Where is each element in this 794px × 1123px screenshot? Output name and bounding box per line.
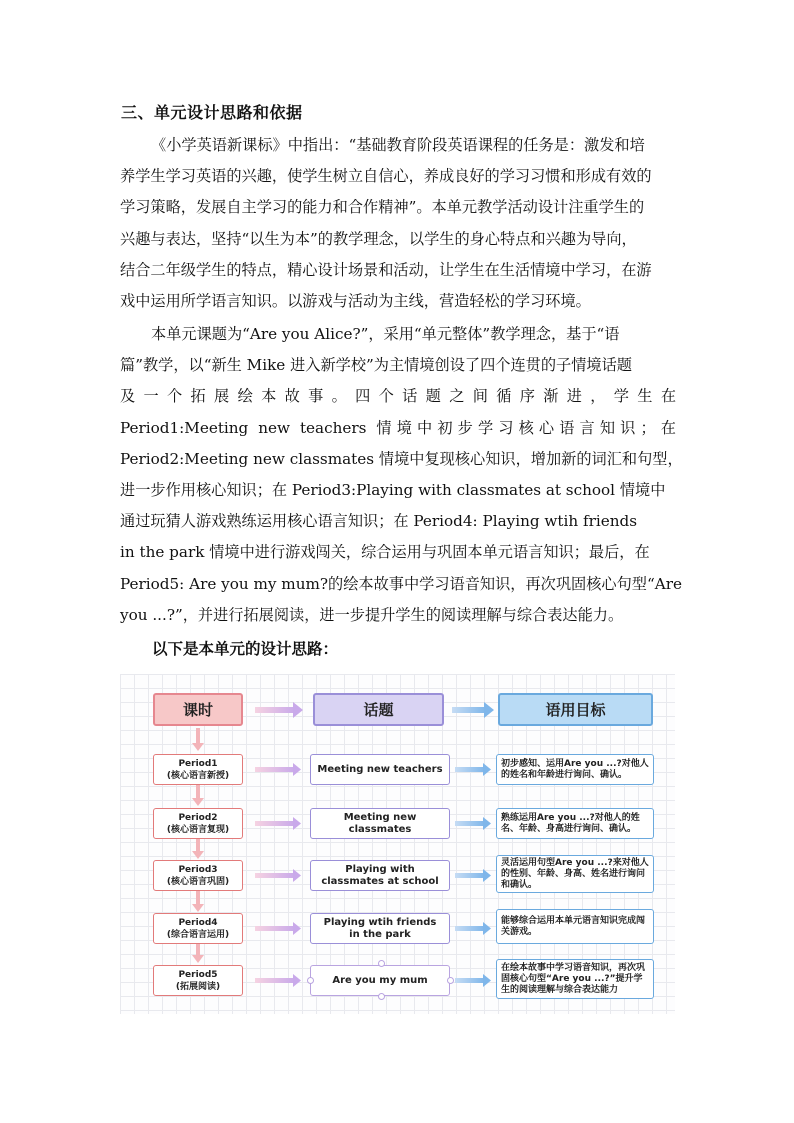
goal-box-5: 在绘本故事中学习语音知识，再次巩固核心句型“Are you ...?”提升学生的阅读理解与综合表达能力 bbox=[496, 959, 654, 999]
period-label: Period3 bbox=[178, 864, 218, 875]
goal-box-1: 初步感知、运用Are you ...?对他人的姓名和年龄进行询问、确认。 bbox=[496, 754, 654, 785]
topic-box-1: Meeting new teachers bbox=[310, 754, 450, 785]
text-line: 养学生学习英语的兴趣，使学生树立自信心，养成良好的学习习惯和形成有效的 bbox=[120, 167, 652, 186]
text-line: 本单元课题为“Are you Alice?”，采用“单元整体”教学理念，基于“语 bbox=[151, 325, 620, 343]
unit-design-diagram bbox=[120, 674, 675, 1014]
period-label: Period5 bbox=[178, 969, 218, 980]
text-line: 通过玩猜人游戏熟练运用核心语言知识；在 Period4: Playing wtih friends bbox=[120, 512, 637, 531]
period-type: (核心语言新授) bbox=[166, 770, 230, 781]
period-box-5 bbox=[153, 965, 243, 996]
text-line: 学习策略，发展自主学习的能力和合作精神”。本单元教学活动设计注重学生的 bbox=[120, 198, 645, 217]
text-line: in the park 情境中进行游戏闯关，综合运用与巩固本单元语言知识；最后，在 bbox=[120, 543, 650, 562]
diagram-intro: 以下是本单元的设计思路： bbox=[152, 640, 339, 658]
text-line: 及一个拓展绘本故事。四个话题之间循序渐进，学生在 bbox=[120, 387, 676, 406]
header-arrow-1 bbox=[255, 702, 303, 718]
topic-box-5: Are you my mum bbox=[310, 965, 450, 996]
text-line: you ...?”，并进行拓展阅读，进一步提升学生的阅读理解与综合表达能力。 bbox=[120, 605, 624, 624]
text-line: 篇”教学，以“新生 Mike 进入新学校”为主情境创设了四个连贯的子情境话题 bbox=[120, 356, 632, 375]
text-line: Period2:Meeting new classmates 情境中复现核心知识，增加新的词汇和句型， bbox=[120, 449, 683, 468]
text-line: 《小学英语新课标》中指出：“基础教育阶段英语课程的任务是：激发和培 bbox=[151, 136, 645, 154]
goal-box-4: 能够综合运用本单元语言知识完成闯关游戏。 bbox=[496, 909, 654, 944]
period-box-1 bbox=[153, 754, 243, 785]
period-type: (核心语言巩固) bbox=[166, 876, 230, 887]
period-type: (综合语言运用) bbox=[166, 929, 230, 940]
handle-dot bbox=[447, 977, 454, 984]
text-line: 进一步作用核心知识；在 Period3:Playing with classmates at school 情境中 bbox=[120, 481, 666, 500]
period-label: Period2 bbox=[178, 812, 218, 823]
period-label: Period4 bbox=[178, 917, 218, 928]
text-line: 结合二年级学生的特点，精心设计场景和活动，让学生在生活情境中学习，在游 bbox=[120, 260, 652, 279]
period-type: (拓展阅读) bbox=[175, 981, 221, 992]
period-type: (核心语言复现) bbox=[166, 824, 230, 835]
header-goal: 语用目标 bbox=[498, 693, 653, 726]
paragraph-unit-overview bbox=[120, 319, 683, 631]
goal-box-2: 熟练运用Are you ...?对他人的姓名、年龄、身高进行询问、确认。 bbox=[496, 808, 654, 839]
period-box-2 bbox=[153, 808, 243, 839]
handle-dot bbox=[378, 993, 385, 1000]
handle-dot bbox=[378, 960, 385, 967]
text-line: 戏中运用所学语言知识。以游戏与活动为主线，营造轻松的学习环境。 bbox=[120, 292, 591, 311]
text-line: Period5: Are you my mum?的绘本故事中学习语音知识，再次巩固核心句型“Are bbox=[120, 574, 682, 593]
header-period: 课时 bbox=[153, 693, 243, 726]
period-label: Period1 bbox=[178, 758, 218, 769]
paragraph-rationale bbox=[120, 130, 676, 317]
period-box-3 bbox=[153, 860, 243, 891]
topic-box-2: Meeting new classmates bbox=[310, 808, 450, 839]
text-line: 兴趣与表达，坚持“以生为本”的教学理念，以学生的身心特点和兴趣为导向， bbox=[120, 229, 637, 248]
topic-box-4: Playing wtih friends in the park bbox=[310, 913, 450, 944]
period-box-4 bbox=[153, 913, 243, 944]
handle-dot bbox=[307, 977, 314, 984]
goal-box-3: 灵活运用句型Are you ...?来对他人的性别、年龄、身高、姓名进行询问和确认。 bbox=[496, 855, 654, 893]
text-line: Period1:Meeting new teachers 情境中初步学习核心语言知识；在 bbox=[120, 418, 676, 437]
header-arrow-2 bbox=[452, 702, 494, 718]
topic-box-3: Playing with classmates at school bbox=[310, 860, 450, 891]
section-heading: 三、单元设计思路和依据 bbox=[121, 103, 303, 122]
header-topic: 话题 bbox=[313, 693, 444, 726]
